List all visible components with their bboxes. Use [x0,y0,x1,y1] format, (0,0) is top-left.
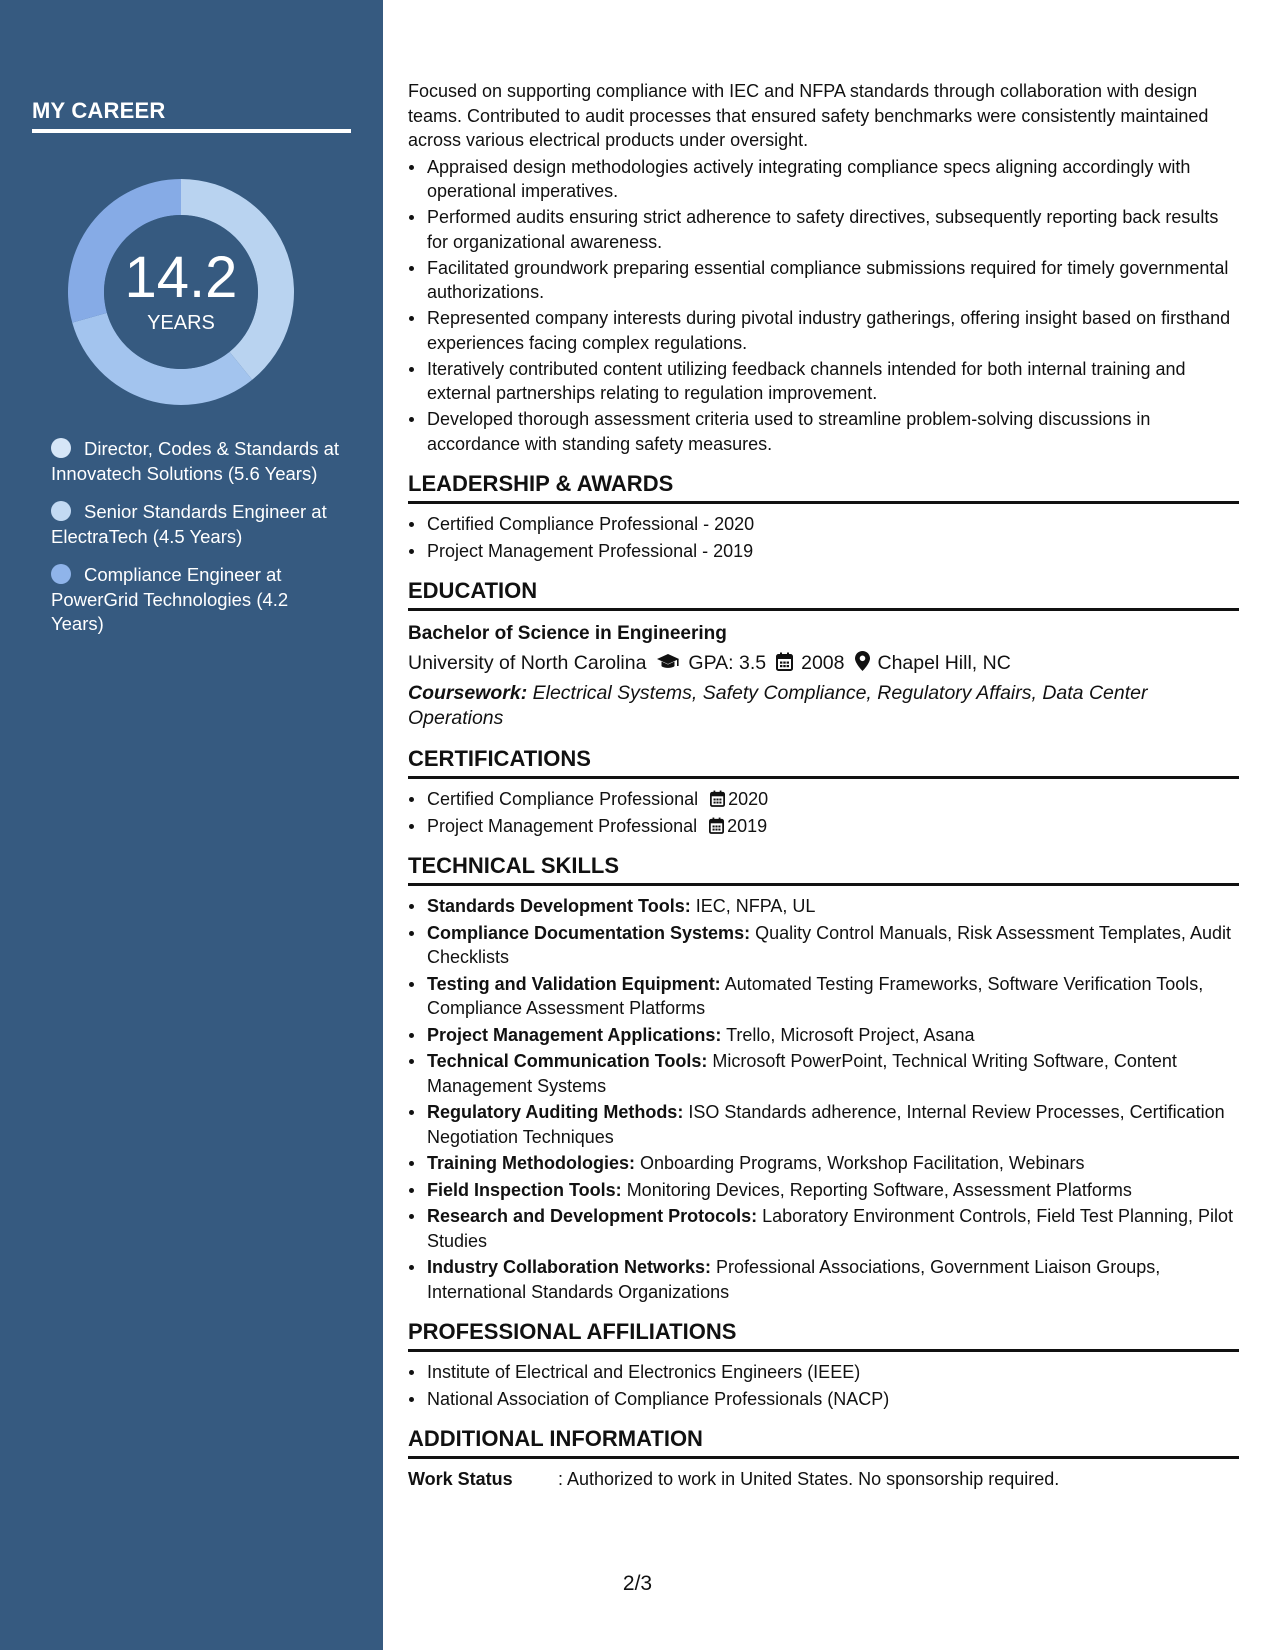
skill-label: Project Management Applications: [427,1024,722,1045]
skill-item [426,1023,1239,1048]
skill-label: Compliance Documentation Systems: [427,922,751,943]
skill-value: Monitoring Devices, Reporting Software, Assessment Platforms [626,1179,1132,1200]
certification-item [426,814,1239,839]
experience-bullet: • Iteratively contributed content utilizing feedback channels intended for both internal training and external partnerships relating to regulation improvement. [426,357,1239,406]
section-title: TECHNICAL SKILLS [408,853,620,878]
certifications-list [408,787,1239,838]
section-rule [408,501,1239,504]
experience-bullet: • Represented company interests during pivotal industry gatherings, offering insight based on firsthand experiences facing complex regulations. [426,306,1239,355]
certification-item [426,787,1239,812]
skill-value: IEC, NFPA, UL [695,896,816,916]
experience-summary: Focused on supporting compliance with IEC and NFPA standards through collaboration with design teams. Contributed to audit processes that ensured safety benchmarks were consistently maintained across various electrical products under oversight. [408,81,1209,150]
page-number: 2/3 [622,1572,653,1595]
skill-value: Onboarding Programs, Workshop Facilitation, Webinars [640,1153,1085,1173]
section-rule [408,776,1239,779]
skill-label: Standards Development Tools: [427,896,691,916]
career-item [51,437,341,486]
degree-title: Bachelor of Science in Engineering [408,623,727,644]
certification-name: Project Management Professional [427,815,698,836]
career-item-text: Director, Codes & Standards at Innovatech Solutions (5.6 Years) [51,438,340,484]
certification-year: 2020 [728,789,769,809]
section-rule [408,608,1239,611]
section-title: ADDITIONAL INFORMATION [408,1426,703,1451]
leadership-list [408,512,1239,563]
certification-year: 2019 [727,815,768,836]
skill-value: Microsoft PowerPoint, Technical Writing Software, Content Management Systems [427,1051,1177,1096]
leadership-section [408,469,1239,563]
calendar-icon [709,817,724,834]
main-content [408,79,1239,1491]
work-status-value: : Authorized to work in United States. No sponsorship required. [558,1469,1060,1489]
skill-item [426,1255,1239,1304]
certifications-section [408,744,1239,838]
skill-item [426,1100,1239,1149]
experience-bullet: • Performed audits ensuring strict adherence to safety directives, subsequently reporting back results for organizational awareness. [426,205,1239,254]
graduation-cap-icon [656,650,680,680]
affiliations-list [408,1360,1239,1411]
experience-bullet: • Appraised design methodologies actively integrating compliance specs aligning accordingly with operational imperatives. [426,155,1239,204]
career-heading: MY CAREER [32,98,166,123]
skill-label: Testing and Validation Equipment: [427,973,721,994]
calendar-icon [776,650,793,680]
section-rule [408,883,1239,886]
section-title: CERTIFICATIONS [408,746,591,771]
section-rule [408,1349,1239,1352]
leadership-item: • Project Management Professional - 2019 [426,539,1239,564]
skill-label: Technical Communication Tools: [427,1051,708,1071]
career-item-text: Compliance Engineer at PowerGrid Technologies (4.2 Years) [51,564,289,634]
section-title: EDUCATION [408,578,538,603]
skill-item [426,1151,1239,1176]
affiliation-item: • Institute of Electrical and Electronics Engineers (IEEE) [426,1360,1239,1385]
school-name: University of North Carolina [408,652,647,674]
skill-value: Trello, Microsoft Project, Asana [726,1024,975,1045]
career-item-text: Senior Standards Engineer at ElectraTech (4.5 Years) [51,501,327,547]
career-list [51,437,341,651]
skill-label: Training Methodologies: [427,1153,635,1173]
work-status-row [408,1467,1239,1491]
affiliations-section [408,1317,1239,1411]
skill-label: Regulatory Auditing Methods: [427,1102,684,1122]
skill-value: Quality Control Manuals, Risk Assessment Templates, Audit Checklists [427,922,1231,967]
gpa: GPA: 3.5 [688,652,767,674]
skill-value: Automated Testing Frameworks, Software Verification Tools, Compliance Assessment Platforms [427,973,1204,1018]
technical-skills-section [408,851,1239,1304]
affiliation-item: • National Association of Compliance Professionals (NACP) [426,1387,1239,1412]
total-years-label: YEARS [147,312,215,334]
skill-item [426,894,1239,919]
skill-value: ISO Standards adherence, Internal Review Processes, Certification Negotiation Techniques [427,1102,1225,1147]
section-title: PROFESSIONAL AFFILIATIONS [408,1319,737,1344]
calendar-icon [710,790,725,807]
career-item [51,500,341,549]
education-details [408,648,1239,680]
skill-label: Industry Collaboration Networks: [427,1257,712,1277]
career-heading-rule [32,129,351,133]
skill-item [426,1178,1239,1203]
section-rule [408,1456,1239,1459]
certification-name: Certified Compliance Professional [427,789,699,809]
legend-dot-icon [51,564,71,584]
map-marker-icon [855,650,870,680]
skill-item [426,1204,1239,1253]
experience-bullet: • Facilitated groundwork preparing essential compliance submissions required for timely governmental authorizations. [426,256,1239,305]
coursework-list: Electrical Systems, Safety Compliance, Regulatory Affairs, Data Center Operations [408,682,1148,729]
education-location: Chapel Hill, NC [877,652,1011,674]
legend-dot-icon [51,438,71,458]
skill-label: Research and Development Protocols: [427,1206,758,1226]
experience-bullet: • Developed thorough assessment criteria used to streamline problem-solving discussions in accordance with standing safety measures. [426,407,1239,456]
experience-bullets [408,155,1239,457]
skill-label: Field Inspection Tools: [427,1179,622,1200]
leadership-item: • Certified Compliance Professional - 2020 [426,512,1239,537]
skill-item [426,921,1239,970]
skill-item [426,972,1239,1021]
additional-info-section [408,1424,1239,1491]
education-section [408,576,1239,731]
coursework-label: Coursework: [408,682,528,704]
coursework [408,681,1239,731]
graduation-year: 2008 [801,652,845,674]
sidebar [0,0,383,1650]
skill-value: Laboratory Environment Controls, Field Test Planning, Pilot Studies [427,1206,1234,1251]
legend-dot-icon [51,501,71,521]
skill-value: Professional Associations, Government Liaison Groups, International Standards Organizations [427,1257,1161,1302]
section-title: LEADERSHIP & AWARDS [408,471,674,496]
skill-item [426,1049,1239,1098]
total-years-value: 14.2 [124,245,238,310]
career-item [51,563,341,637]
work-status-label: Work Status [408,1469,513,1489]
skills-list [408,894,1239,1304]
